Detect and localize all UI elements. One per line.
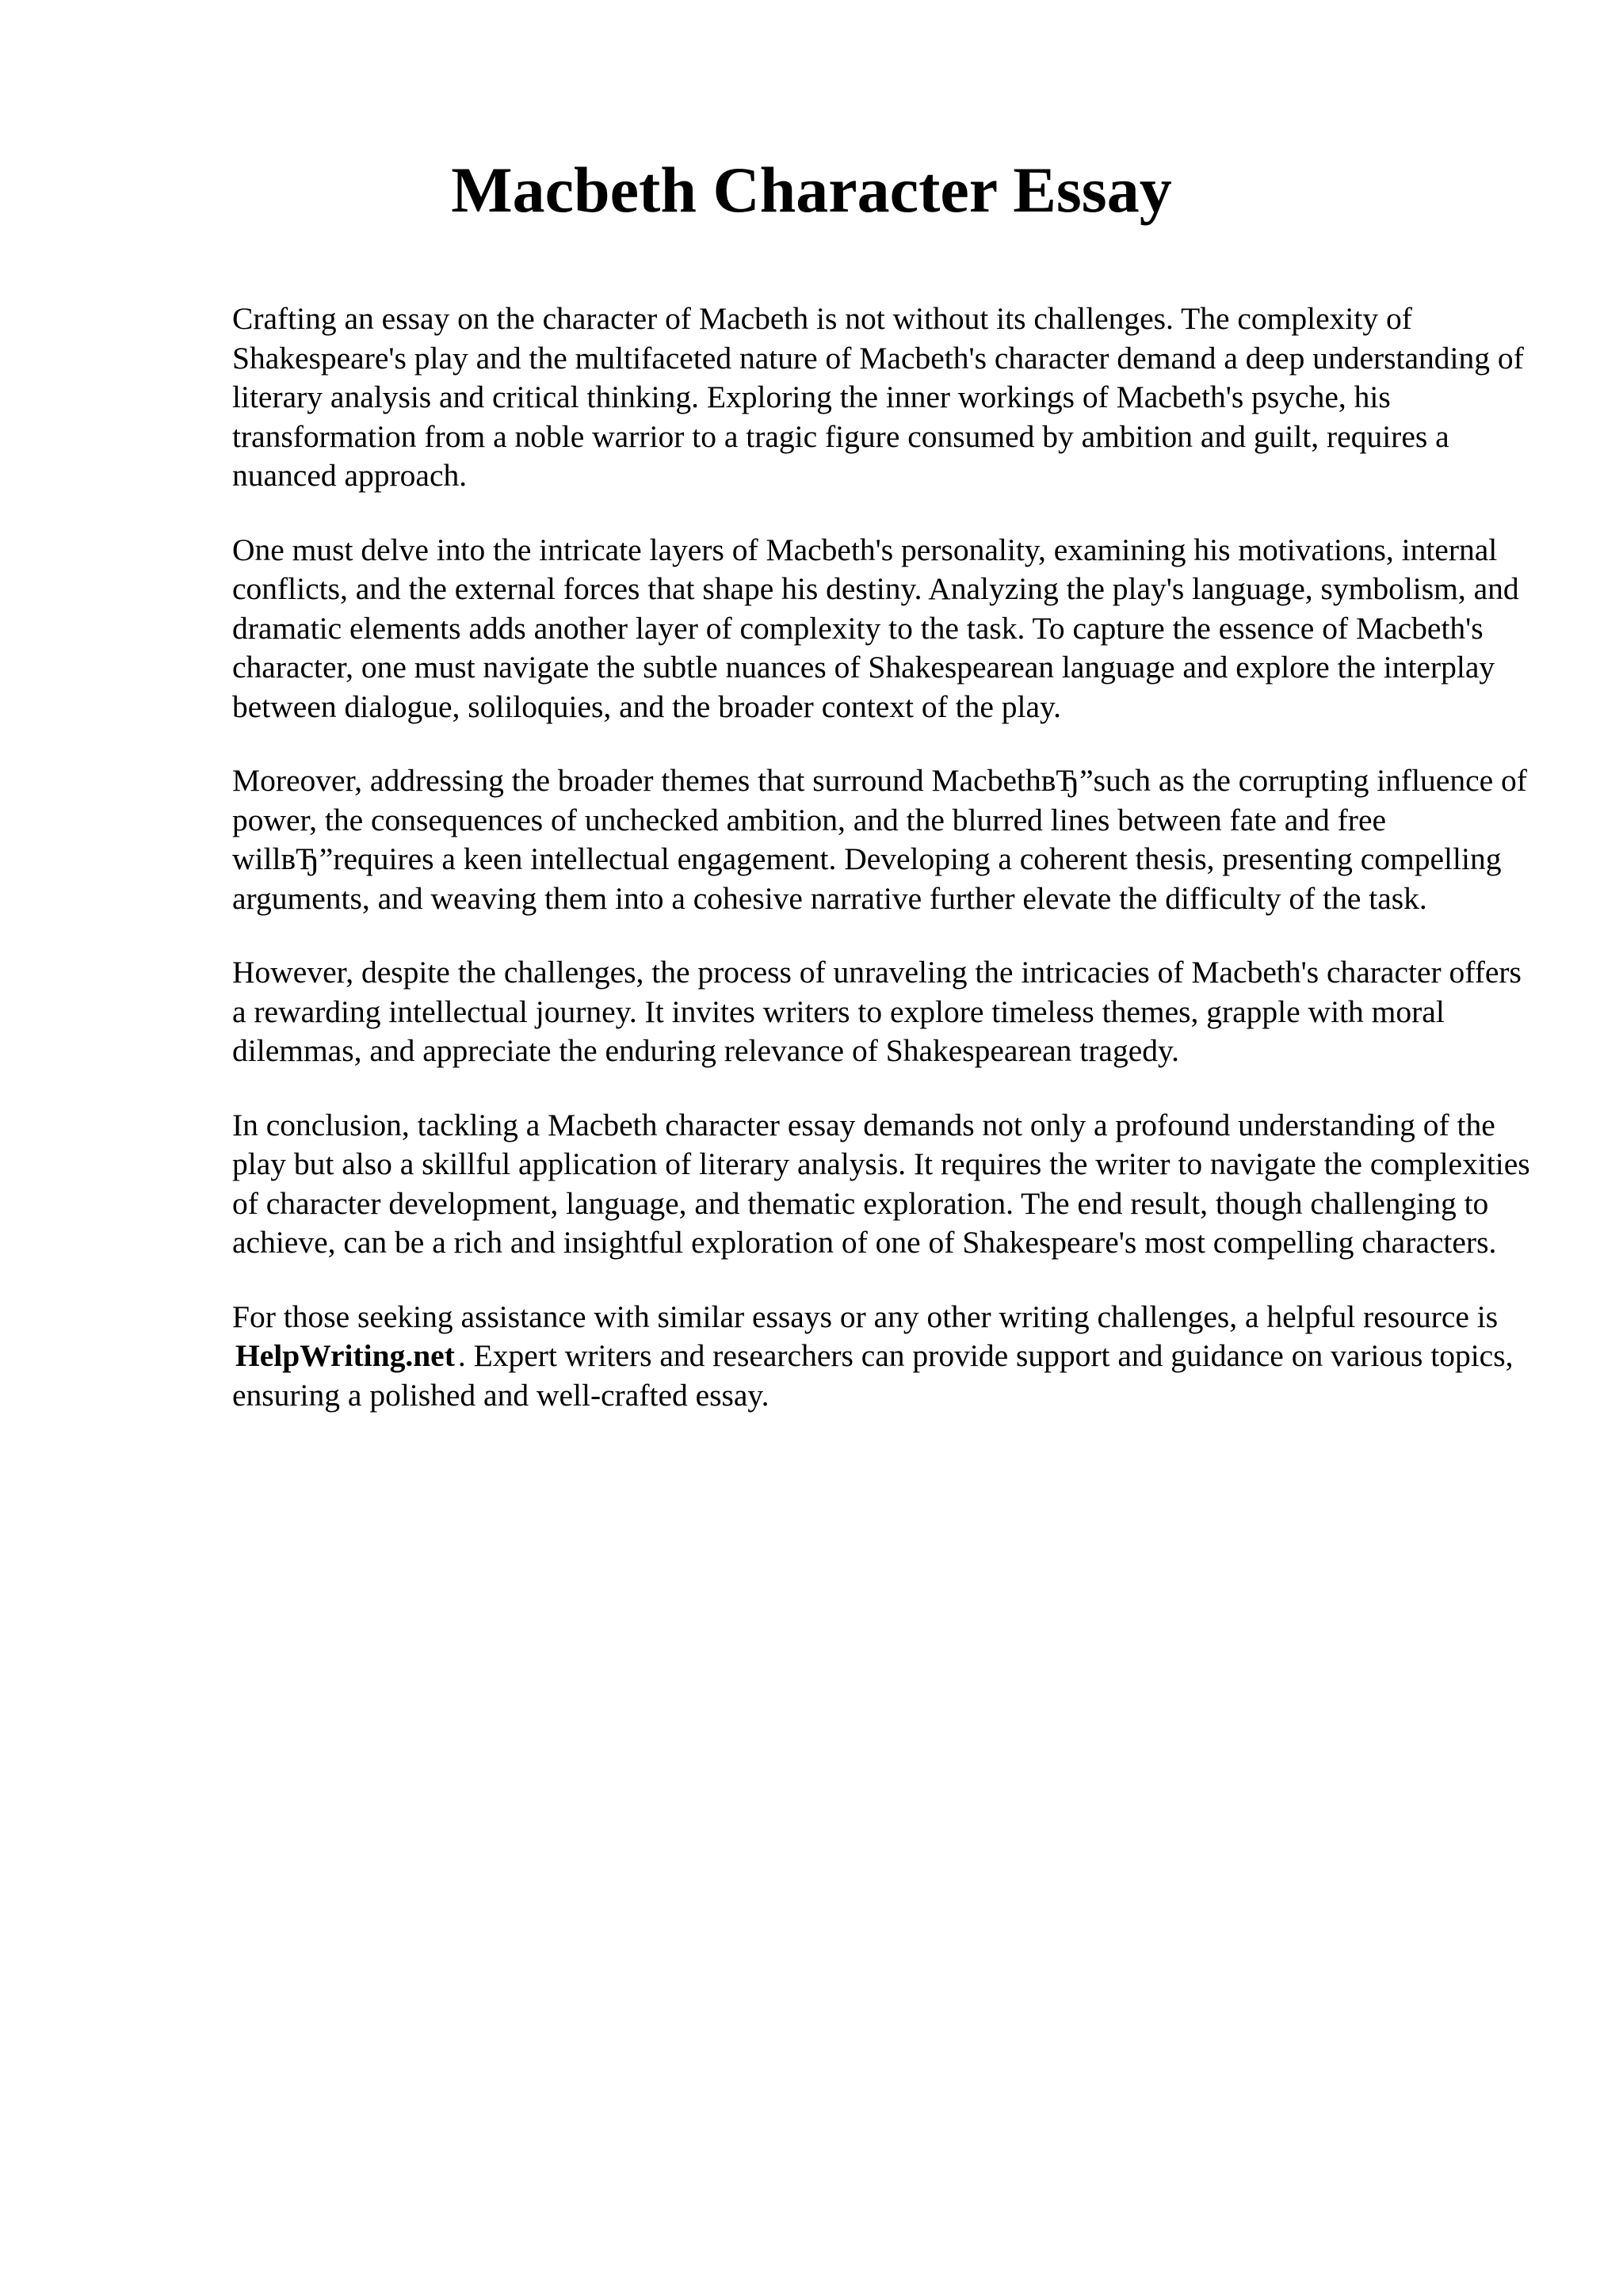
paragraph-themes: Moreover, addressing the broader themes that surround MacbethвЂ”such as the corrupting influence of power, the consequences of unchecked ambition, and the blurred lines between fate and free willвЂ”requires a keen intellectual engagement. Developing a coherent thesis, presenting compelling arguments, and weaving them into a cohesive narrative further elevate the difficulty of the task. (232, 763, 1527, 916)
paragraph-personality: One must delve into the intricate layers of Macbeth's personality, examining his motivations, internal conflicts, and the external forces that shape his destiny. Analyzing the play's language, symbolism, and dramatic elements adds another layer of complexity to the task. To capture the essence of Macbeth's character, one must navigate the subtle nuances of Shakespearean language and explore the interplay between dialogue, soliloquies, and the broader context of the play. (232, 532, 1519, 724)
document-title: Macbeth Character Essay (451, 154, 1172, 226)
resource-text-before: For those seeking assistance with similar essays or any other writing challenges, a helpful resource is (232, 1299, 1499, 1334)
paragraph-intro: Crafting an essay on the character of Macbeth is not without its challenges. The complexity of Shakespeare's play and the multifaceted nature of Macbeth's character demand a deep understanding of literary analysis and critical thinking. Exploring the inner workings of Macbeth's psyche, his transformation from a noble warrior to a tragic figure consumed by ambition and guilt, requires a nuanced approach. (232, 301, 1524, 493)
resource-text-after: . Expert writers and researchers can provide support and guidance on various topics, ensuring a polished and well-crafted essay. (232, 1338, 1514, 1413)
document-body (232, 299, 1532, 1450)
paragraph-rewards: However, despite the challenges, the process of unraveling the intricacies of Macbeth's character offers a rewarding intellectual journey. It invites writers to explore timeless themes, grapple with moral dilemmas, and appreciate the enduring relevance of Shakespearean tragedy. (232, 955, 1522, 1068)
helpwriting-link[interactable]: HelpWriting.net (235, 1338, 455, 1373)
paragraph-resource (232, 1298, 1532, 1416)
paragraph-conclusion: In conclusion, tackling a Macbeth character essay demands not only a profound understanding of the play but also a skillful application of literary analysis. It requires the writer to navigate the complexities of character development, language, and thematic exploration. The end result, though challenging to achieve, can be a rich and insightful exploration of one of Shakespeare's most compelling characters. (232, 1107, 1530, 1260)
